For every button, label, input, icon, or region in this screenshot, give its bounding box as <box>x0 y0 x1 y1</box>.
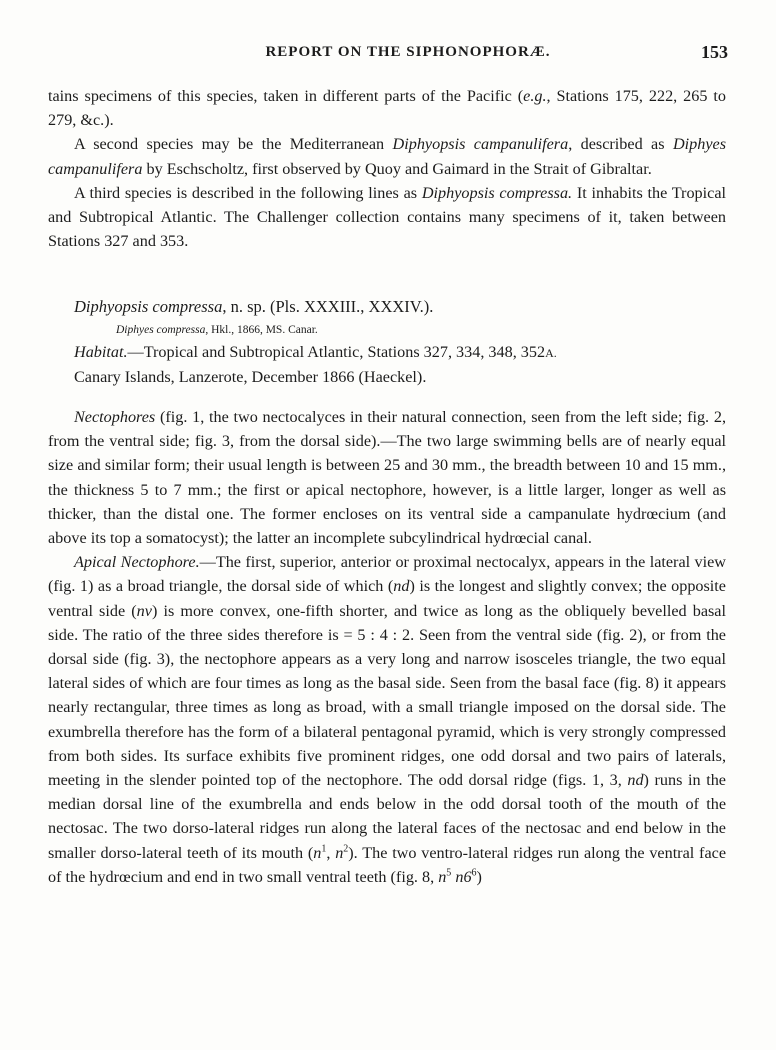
text-run: , described as <box>568 135 673 154</box>
paragraph-nectophores <box>48 405 726 550</box>
species-name: Diphyopsis compressa <box>74 297 223 317</box>
running-title: REPORT ON THE SIPHONOPHORÆ. <box>265 44 551 60</box>
text-run: A second species may be the Mediterranean <box>74 135 393 154</box>
abbrev: nv <box>136 601 152 620</box>
text-body <box>48 84 726 889</box>
species-heading <box>48 295 726 319</box>
paragraph-third-species <box>48 181 726 254</box>
superscript: 6 <box>471 867 477 879</box>
habitat-line <box>48 340 726 365</box>
station-suffix: A. <box>545 345 557 360</box>
superscript: 5 <box>446 867 452 879</box>
text-run: , <box>326 843 336 862</box>
superscript: 1 <box>321 843 327 855</box>
habitat-locality: Canary Islands, Lanzerote, December 1866 (Haeckel). <box>74 367 427 386</box>
text-run: A third species is described in the following lines as <box>74 183 422 202</box>
synonym-line <box>48 320 726 340</box>
habitat-label: Habitat. <box>74 342 128 361</box>
species-name: Diphyopsis compressa. <box>421 183 573 202</box>
abbrev: n <box>313 843 322 862</box>
text-run: ) <box>476 867 482 886</box>
text-run: ). The two ventro-lateral ridges run along the ventral face of the hydrœcium and end in two small ventral teeth (fig. 8, <box>48 843 727 886</box>
section-term: Nectophores <box>74 408 156 427</box>
paragraph-second-species <box>48 132 726 180</box>
species-name: Diphyopsis campanulifera <box>392 135 569 154</box>
running-header <box>48 44 728 68</box>
superscript: 2 <box>343 843 349 855</box>
text-run: ) is the longest and slightly convex; the opposite ventral side ( <box>48 577 726 620</box>
abbrev: n <box>335 843 344 862</box>
species-name: Diphyes campanulifera <box>48 135 726 178</box>
text-run: by Eschscholtz, first observed by Quoy and Gaimard in the Strait of Gibraltar. <box>142 159 652 178</box>
abbrev: n <box>438 867 447 886</box>
text-run: —The first, superior, anterior or proximal nectocalyx, appears in the lateral view (fig. 1) as a broad triangle, the dorsal side of which ( <box>48 553 726 596</box>
text-run: (fig. 1, the two nectocalyces in their natural connection, seen from the left side; fig. 2, from the ventral side; fig. 3, from the dorsal side).—The two large swimming bells are of nearly equal size and similar form; their usual length is between 25 and 30 mm., the breadth between 10 and 15 mm., the thickness 5 to 7 mm.; the first or apical nectophore, however, is a little larger, longer as well as thicker, than the distal one. The former encloses on its ventral side a campanulate hydrœcium (and above its top a somatocyst); the latter an incomplete subcylindrical hydrœcial canal. <box>48 408 726 548</box>
text-run: ) is more convex, one-fifth shorter, and twice as long as the obliquely bevelled basal side. The ratio of the three sides therefore is = 5 : 4 : 2. Seen from the ventral side (fig. 2), or from the dorsal side (fig. 3), the nectophore appears as a very long and narrow isosceles triangle, the two equal lateral sides of which are four times as long as the basal side. Seen from the basal face (fig. 8) it appears nearly rectangular, three times as long as broad, with a small triangle imposed on the dorsal side. The exumbrella therefore has the form of a bilateral pentagonal pyramid, which is very strongly compressed from both sides. Its surface exhibits five prominent ridges, one odd dorsal and two pairs of laterals, meeting in the slender pointed top of the nectophore. The odd dorsal ridge (figs. 1, 3, <box>48 601 726 790</box>
abbrev: nd <box>627 771 644 790</box>
paragraph-continuation <box>48 84 726 132</box>
abbrev: n6 <box>455 867 472 886</box>
synonym-citation: , Hkl., 1866, MS. Canar. <box>205 323 318 336</box>
abbrev: nd <box>393 577 410 596</box>
paragraph-apical-nectophore <box>48 550 726 889</box>
habitat-text: —Tropical and Subtropical Atlantic, Stations 327, 334, 348, 352 <box>127 342 546 361</box>
page-number: 153 <box>701 42 728 62</box>
italic-run: e.g. <box>523 87 547 105</box>
plates-reference: , n. sp. (Pls. XXXIII., XXXIV.). <box>222 297 434 317</box>
synonym-name: Diphyes compressa <box>116 323 206 336</box>
text-run: ) runs in the median dorsal line of the exumbrella and ends below in the odd dorsal tooth of the mouth of the nectosac. The two dorso-lateral ridges run along the lateral faces of the nectosac and end below in the smaller dorso-lateral teeth of its mouth ( <box>48 771 726 862</box>
text-run: tains specimens of this species, taken in different parts of the Pacific ( <box>48 87 524 105</box>
section-term: Apical Nectophore. <box>74 553 200 572</box>
text-run: It inhabits the Tropical and Subtropical Atlantic. The Challenger collection contains many specimens of it, taken between Stations 327 and 353. <box>48 183 727 251</box>
text-run: , Stations 175, 222, 265 to 279, &c.). <box>48 87 726 130</box>
